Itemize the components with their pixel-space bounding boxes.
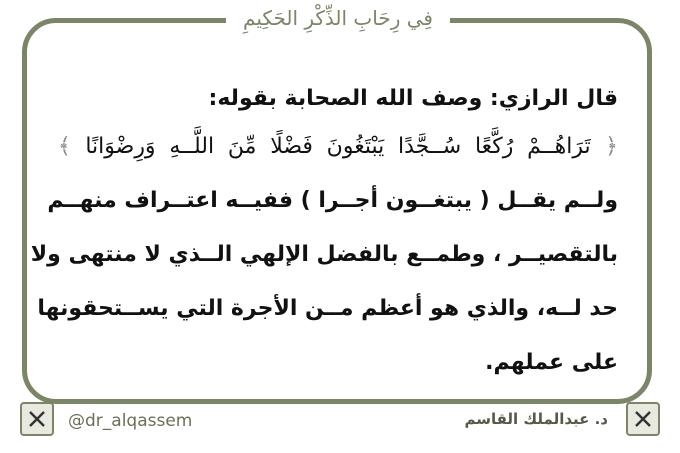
body-line-4: بالتقصيــر ، وطمــع بالفضل الإلهي الــذي لا منتهى ولا bbox=[30, 242, 618, 267]
x-logo-icon[interactable] bbox=[626, 402, 660, 436]
author-name: د. عبدالملك القاسم bbox=[464, 410, 608, 428]
verse-line bbox=[58, 124, 618, 178]
verse-text: تَرَاهُــمْ رُكَّعًا سُــجَّدًا يَبْتَغُونَ فَضْلًا مِّنَ اللَّــهِ وَرِضْوَانًا bbox=[85, 134, 591, 159]
x-logo-glyph bbox=[633, 409, 653, 429]
verse-open-bracket: ﴿ bbox=[605, 134, 618, 159]
verse-close-bracket: ﴾ bbox=[58, 134, 71, 159]
twitter-handle[interactable]: @dr_alqassem bbox=[68, 411, 193, 431]
x-logo-glyph bbox=[27, 409, 47, 429]
header-title: فِي رِحَابِ الذِّكْرِ الحَكِيمِ bbox=[226, 0, 450, 36]
x-logo-icon[interactable] bbox=[20, 402, 54, 436]
body-line-6: على عملهم. bbox=[485, 350, 618, 375]
body-text bbox=[30, 76, 618, 394]
body-line-1: قال الرازي: وصف الله الصحابة بقوله: bbox=[208, 86, 618, 111]
body-line-5: حد لــه، والذي هو أعظم مــن الأجرة التي يســتحقونها bbox=[37, 296, 618, 321]
body-line-3: ولــم يقــل ( يبتغــون أجــرا ) ففيــه اعتــراف منهــم bbox=[47, 188, 618, 213]
